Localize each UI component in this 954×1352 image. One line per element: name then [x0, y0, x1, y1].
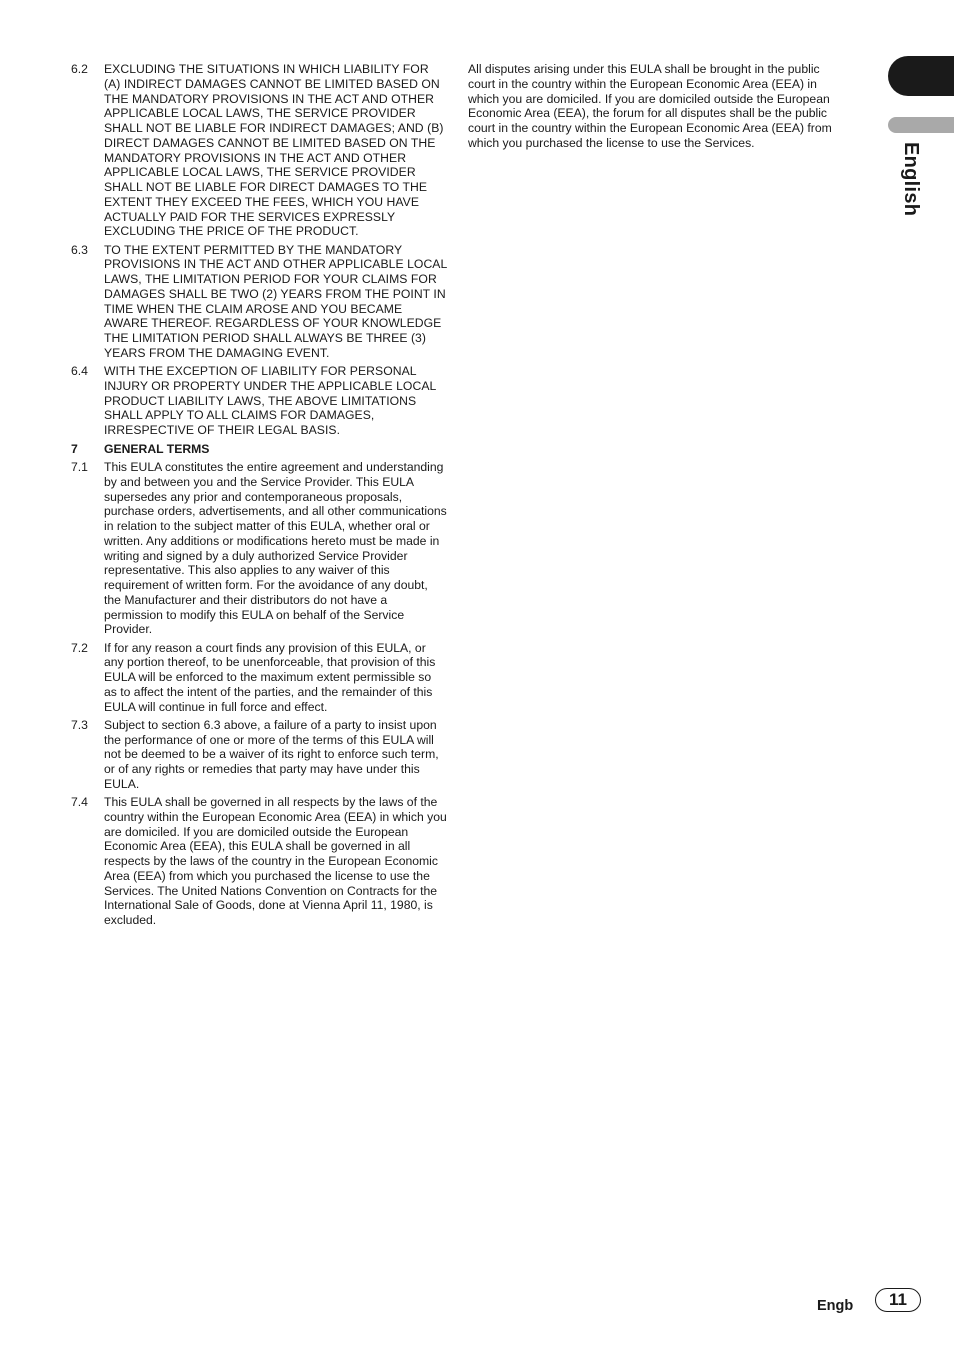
section-title: GENERAL TERMS	[104, 441, 210, 456]
language-tab-label: English	[900, 142, 922, 217]
clause-text: This EULA shall be governed in all respects by the laws of the country within the European Economic Area (EEA) in which you are domiciled. If you are domiciled outside the European Economic Area (EEA), this EULA shall be governed in all respects by the laws of the country in the European Economic Area (EEA) from which you purchased the license to use the Services. The United Nations Convention on Contracts for the International Sale of Goods, done at Vienna April 11, 1980, is excluded.	[104, 795, 447, 927]
clause-number: 6.2	[71, 62, 88, 76]
disputes-paragraph: All disputes arising under this EULA shall be brought in the public court in the country within the European Economic Area (EEA) in which you are domiciled. If you are domiciled outside the European Economic Area (EEA), the forum for all disputes shall be the public court in the country within the European Economic Area (EEA) from which you purchased the license to use the Services.	[468, 62, 832, 150]
right-column	[468, 62, 834, 151]
clause-number: 7.1	[71, 460, 88, 474]
clause-7-2	[71, 641, 447, 715]
language-code: Engb	[817, 1298, 854, 1314]
section-number: 7	[71, 441, 78, 456]
clause-text: WITH THE EXCEPTION OF LIABILITY FOR PERSONAL INJURY OR PROPERTY UNDER THE APPLICABLE LOCAL PRODUCT LIABILITY LAWS, THE ABOVE LIMITATIONS SHALL APPLY TO ALL CLAIMS FOR DAMAGES, IRRESPECTIVE OF THEIR LEGAL BASIS.	[104, 364, 436, 437]
clause-number: 7.2	[71, 640, 88, 655]
clause-7-3	[71, 718, 447, 792]
clause-7-1	[71, 460, 447, 637]
clause-text: EXCLUDING THE SITUATIONS IN WHICH LIABILITY FOR (A) INDIRECT DAMAGES CANNOT BE LIMITED BASED ON THE MANDATORY PROVISIONS IN THE ACT AND OTHER APPLICABLE LOCAL LAWS, THE SERVICE PROVIDER SHALL NOT BE LIABLE FOR INDIRECT DAMAGES; AND (B) DIRECT DAMAGES CANNOT BE LIMITED BASED ON THE MANDATORY PROVISIONS IN THE ACT AND OTHER APPLICABLE LOCAL LAWS, THE SERVICE PROVIDER SHALL NOT BE LIABLE FOR DIRECT DAMAGES TO THE EXTENT THEY EXCEED THE FEES, WHICH YOU HAVE ACTUALLY PAID FOR THE SERVICES EXPRESSLY EXCLUDING THE PRICE OF THE PRODUCT.	[104, 62, 444, 239]
clause-7-4	[71, 795, 447, 928]
clause-6-4	[71, 364, 447, 438]
clause-number: 6.4	[71, 364, 88, 378]
clause-number: 6.3	[71, 242, 88, 257]
section-tab-marker	[888, 56, 954, 96]
left-column	[71, 62, 447, 931]
section-heading	[71, 442, 447, 457]
page-number: 11	[875, 1288, 921, 1312]
clause-6-2	[71, 62, 447, 239]
clause-text: This EULA constitutes the entire agreement and understanding by and between you and the Service Provider. This EULA supersedes any prior and contemporaneous proposals, purchase orders, advertisements, and all other communications in relation to the subject matter of this EULA, whether oral or written. Any additions or modifications hereto must be made in writing and signed by a duly authorized Service Provider representative. This also applies to any waiver of this requirement of written form. For the avoidance of any doubt, the Manufacturer and their distributors do not have a permission to modify this EULA on behalf of the Service Provider.	[104, 460, 447, 637]
clause-text: Subject to section 6.3 above, a failure of a party to insist upon the performance of one or more of the terms of this EULA will not be deemed to be a waiver of its right to enforce such term, or of any rights or remedies that party may have under this EULA.	[104, 717, 439, 791]
section-tab-divider	[888, 117, 954, 133]
clause-number: 7.3	[71, 717, 88, 732]
clause-text: If for any reason a court finds any provision of this EULA, or any portion thereof, to be unenforceable, that provision of this EULA will be enforced to the maximum extent permissible so as to affect the intent of the parties, and the remainder of this EULA will continue in full force and effect.	[104, 640, 436, 714]
clause-6-3	[71, 243, 447, 361]
clause-text: TO THE EXTENT PERMITTED BY THE MANDATORY PROVISIONS IN THE ACT AND OTHER APPLICABLE LOCAL LAWS, THE LIMITATION PERIOD FOR YOUR CLAIMS FOR DAMAGES SHALL BE TWO (2) YEARS FROM THE POINT IN TIME WHEN THE CLAIM AROSE AND YOU BECAME AWARE THEREOF. REGARDLESS OF YOUR KNOWLEDGE THE LIMITATION PERIOD SHALL ALWAYS BE THREE (3) YEARS FROM THE DAMAGING EVENT.	[104, 242, 447, 360]
clause-number: 7.4	[71, 795, 88, 809]
